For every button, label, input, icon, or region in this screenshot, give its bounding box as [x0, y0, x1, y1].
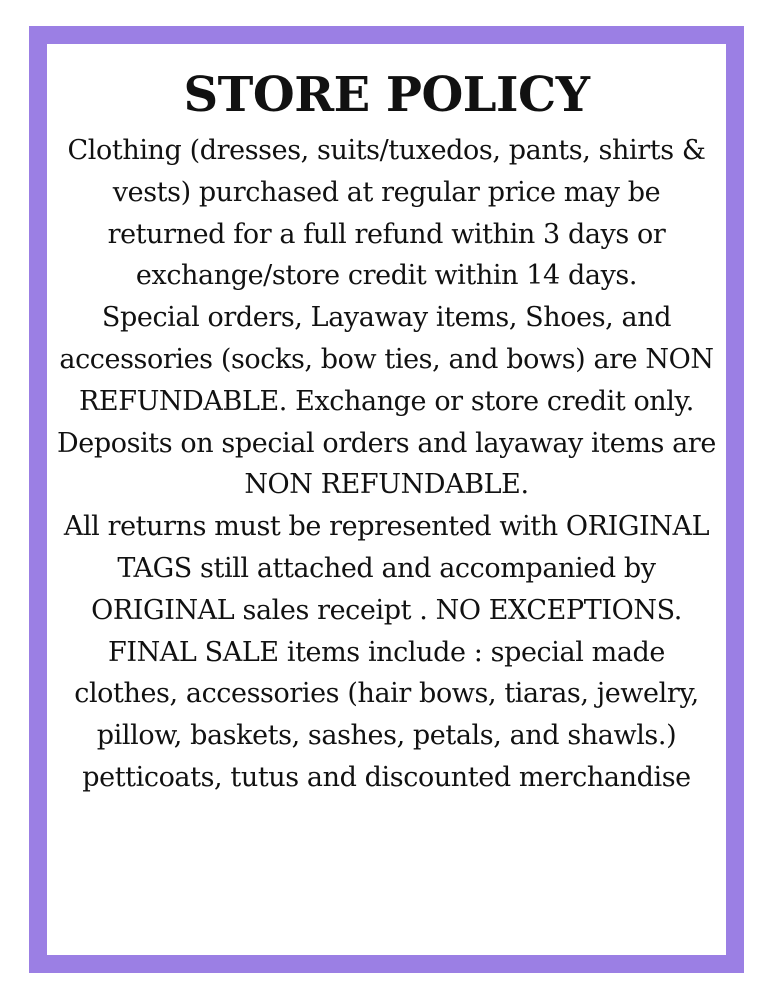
policy-deposits: Deposits on special orders and layaway items are NON REFUNDABLE.: [57, 427, 716, 501]
policy-title: STORE POLICY: [183, 67, 590, 123]
policy-nonrefundable-items: Special orders, Layaway items, Shoes, and accessories (socks, bow ties, and bows) are NON REFUNDABLE. Exchange or store credit only.: [59, 302, 714, 417]
policy-frame: [29, 26, 744, 973]
policy-clothing-returns: Clothing (dresses, suits/tuxedos, pants, shirts & vests) purchased at regular price may be returned for a full refund within 3 days or exchange/store credit within 14 days.: [67, 135, 706, 292]
policy-return-requirements: All returns must be represented with ORIGINAL TAGS still attached and accompanied by ORIGINAL sales receipt . NO EXCEPTIONS.: [63, 511, 710, 626]
policy-content: [47, 44, 726, 955]
policy-body: [47, 124, 726, 799]
policy-final-sale: FINAL SALE items include : special made clothes, accessories (hair bows, tiaras, jewelry, pillow, baskets, sashes, petals, and shawls.) petticoats, tutus and discounted merchandise: [74, 636, 699, 793]
